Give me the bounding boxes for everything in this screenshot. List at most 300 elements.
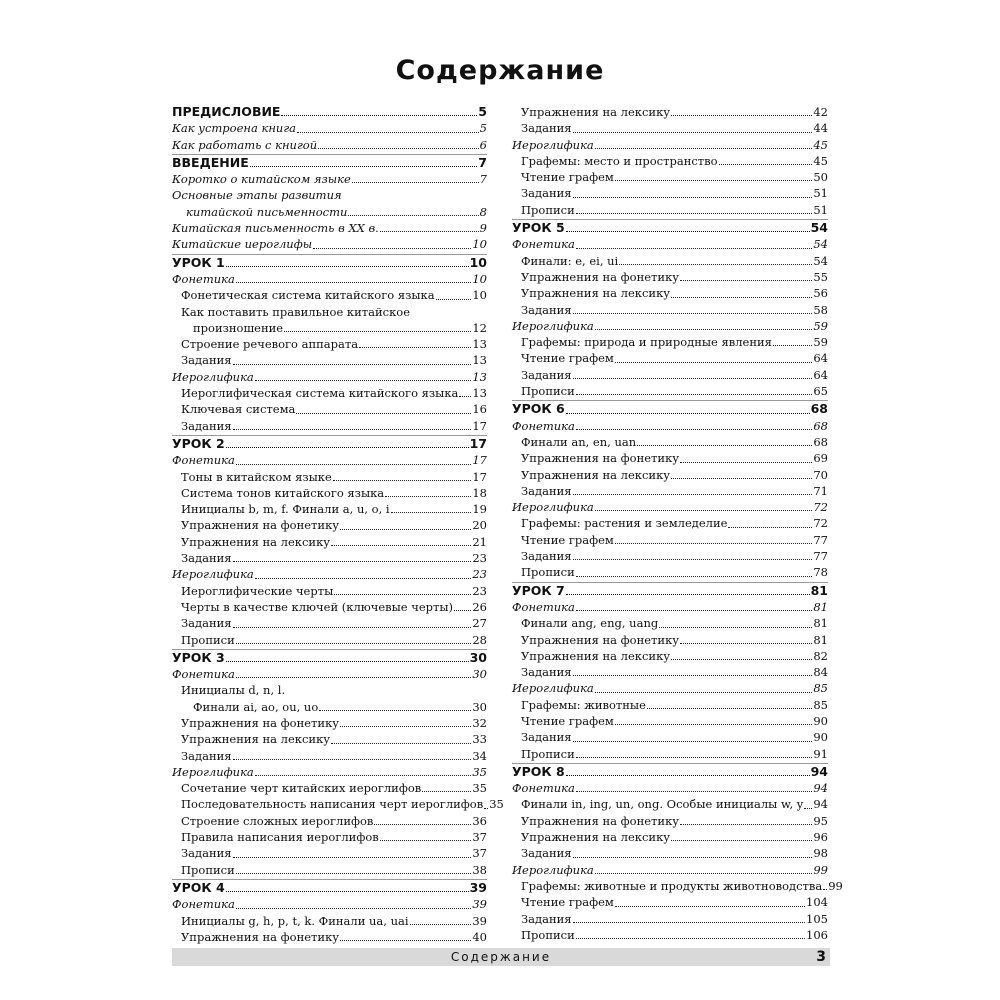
toc-item [512,664,828,680]
toc-item [512,285,828,301]
toc-entry-title: Упражнения на лексику [521,648,671,663]
toc-page-number: 19 [472,502,487,517]
toc-entry-title: Чтение графем [521,532,614,547]
toc-page-number: 34 [472,748,487,763]
toc-item [512,845,828,861]
toc-item [172,336,487,352]
dot-leader [236,908,471,909]
dot-leader [284,331,471,332]
dot-leader [255,775,472,776]
toc-page-number: 64 [813,351,828,366]
dot-leader [573,313,813,314]
toc-entry-title: Основные этапы развития [172,188,342,203]
toc-entry-title: Упражнения на фонетику [521,813,680,828]
toc-entry-title: Задания [181,353,232,368]
toc-topic [512,499,828,515]
toc-page-number: 30 [469,649,487,665]
toc-entry-title: Задания [181,616,232,631]
toc-page-number: 72 [813,516,828,531]
toc-entry-title: Фонетика [512,781,575,796]
toc-page-number: 39 [472,913,487,928]
toc-page-number: 10 [472,237,487,252]
toc-item [512,104,828,120]
toc-page-number: 13 [472,369,487,384]
toc-entry-title: УРОК 1 [172,254,225,270]
toc-topic [512,862,828,878]
dot-leader [576,576,813,577]
toc-page-number: 81 [813,599,828,614]
toc-entry-title: Прописи [521,384,575,399]
toc-page-number: 65 [813,384,828,399]
dot-leader [331,545,471,546]
toc-item [172,534,487,550]
dot-leader [226,891,469,892]
toc-topic [172,764,487,780]
toc-topic [512,780,828,796]
toc-page-number: 7 [479,172,487,187]
toc-page-number: 90 [813,713,828,728]
dot-leader [773,345,812,346]
dot-leader [226,661,469,662]
toc-entry-title: УРОК 5 [512,220,565,236]
toc-page-number: 77 [813,532,828,547]
toc-item [172,796,504,812]
footer-label: Содержание [450,950,552,964]
toc-entry-title: Коротко о китайском языке [172,172,351,187]
dot-leader [671,297,812,298]
toc-entry-title: Задания [521,730,572,745]
toc-entry-title: Упражнения на фонетику [181,929,340,944]
toc-page-number: 51 [813,202,828,217]
toc-item [512,515,828,531]
toc-page-number: 23 [472,551,487,566]
toc-entry-title: Задания [521,302,572,317]
dot-leader [680,643,812,644]
dot-leader [374,824,471,825]
toc-page-number: 54 [813,253,828,268]
toc-item [512,746,828,762]
toc-entry-title: Упражнения на лексику [181,534,331,549]
toc-entry-title: Инициалы g, h, p, t, k. Финали ua, uai [181,913,409,928]
dot-leader [380,840,472,841]
toc-entry-title: Прописи [521,746,575,761]
toc-topic [512,418,828,434]
toc-item [512,434,828,450]
dot-leader [566,413,810,414]
toc-entry-title: Задания [521,367,572,382]
dot-leader [297,132,479,133]
toc-page-number: 64 [813,367,828,382]
dot-leader [728,527,812,528]
dot-leader [318,148,479,149]
toc-entry-title: Задания [521,911,572,926]
toc-item [512,927,828,943]
toc-item [512,532,828,548]
dot-leader [573,559,813,560]
toc-entry-title: Черты в качестве ключей (ключевые черты) [181,599,454,614]
toc-entry-title: Иероглифика [172,764,254,779]
toc-entry-title: Упражнения на лексику [181,732,331,747]
toc-item [512,269,828,285]
toc-page-number: 30 [472,699,487,714]
toc-page-number: 17 [469,435,487,451]
toc-item [172,501,487,517]
dot-leader [352,182,479,183]
toc-page-number: 8 [479,204,487,219]
toc-item [512,894,828,910]
toc-entry-title: Прописи [521,565,575,580]
dot-leader [334,594,471,595]
dot-leader [576,938,805,939]
toc-entry-title: Фонетика [172,271,235,286]
toc-page-number: 94 [813,781,828,796]
dot-leader [576,394,813,395]
toc-item [512,302,828,318]
toc-page-number: 28 [472,632,487,647]
toc-item [172,304,487,337]
toc-item [512,548,828,564]
toc-item [512,153,828,169]
toc-item [172,829,487,845]
dot-leader [615,906,805,907]
toc-entry-title: Задания [181,748,232,763]
toc-page-number: 36 [472,813,487,828]
toc-item [512,202,828,218]
dot-leader [348,215,478,216]
toc-item [172,731,487,747]
toc-item [512,334,828,350]
toc-section [172,435,487,452]
toc-entry-title: Иероглифика [512,500,594,515]
toc-entry-title: Задания [521,186,572,201]
toc-page-number: 7 [478,154,487,170]
toc-page-number: 85 [813,681,828,696]
toc-page-number: 13 [472,337,487,352]
dot-leader [236,873,472,874]
dot-leader [615,724,813,725]
toc-entry-title: Прописи [181,862,235,877]
toc-page-number: 10 [472,271,487,286]
toc-topic [512,599,828,615]
toc-page-number: 39 [469,879,487,895]
dot-leader [680,280,812,281]
toc-page-number: 17 [472,418,487,433]
dot-leader [333,480,472,481]
toc-entry-title: ВВЕДЕНИЕ [172,154,249,170]
toc-page-number: 81 [813,632,828,647]
toc-entry-title: Упражнения на лексику [521,467,671,482]
dot-leader [296,413,471,414]
dot-leader [233,759,472,760]
toc-topic [172,271,487,287]
toc-entry-title: Иероглифика [512,137,594,152]
toc-page-number: 72 [813,500,828,515]
toc-item [172,401,487,417]
toc-page-number: 59 [813,318,828,333]
toc-entry-title: ПРЕДИСЛОВИЕ [172,104,281,119]
page-number: 3 [816,949,826,965]
toc-entry-title: Инициалы d, n, l. [181,683,286,698]
toc-entry-title: УРОК 2 [172,435,225,451]
toc-page-number: 35 [472,781,487,796]
dot-leader [281,115,477,116]
dot-leader [576,791,812,792]
dot-leader [236,643,472,644]
toc-item [512,713,828,729]
toc-item [172,748,487,764]
toc-section [172,254,487,271]
toc-page-number: 39 [472,897,487,912]
toc-item [172,599,487,615]
toc-page-number: 50 [813,170,828,185]
toc-item [172,352,487,368]
dot-leader [576,757,813,758]
toc-page-number: 84 [813,665,828,680]
dot-leader [576,429,812,430]
toc-entry-title: Как работать с книгой [172,137,318,152]
toc-entry-title: Прописи [181,632,235,647]
toc-section [512,219,828,236]
toc-page-number: 94 [813,797,828,812]
dot-leader [340,726,471,727]
toc-entry-title: Как поставить правильное китайское [181,304,410,319]
toc-column-right [512,104,843,943]
dot-leader [233,429,472,430]
toc-entry-title: Последовательность написания черт иероглифов [181,797,484,812]
toc-page-number: 40 [472,929,487,944]
toc-entry-title: Финали ai, ao, ou, uo [193,699,319,714]
dot-leader [595,148,813,149]
toc-page-number: 27 [472,616,487,631]
toc-section [512,582,828,599]
toc-page-number: 35 [472,764,487,779]
toc-page-number: 42 [813,105,828,119]
toc-item [172,780,487,796]
toc-item [512,729,828,745]
toc-topic [512,318,828,334]
toc-topic [512,137,828,153]
dot-leader [595,510,813,511]
toc-topic [172,566,487,582]
toc-page-number: 81 [813,616,828,631]
dot-leader [671,840,812,841]
toc-entry-title: Задания [521,665,572,680]
toc-page-number: 94 [810,763,828,779]
toc-entry-title: Финали ang, eng, uang [521,616,659,631]
toc-entry-title: УРОК 3 [172,649,225,665]
toc-entry-title: Задания [521,121,572,136]
toc-page-number: 23 [472,567,487,582]
toc-topic [172,236,487,252]
toc-entry-title: Упражнения на лексику [521,105,671,119]
dot-leader [236,282,471,283]
toc-entry-title: Китайские иероглифы [172,237,313,252]
toc-page-number: 20 [472,518,487,533]
toc-item [172,615,487,631]
toc-entry-title: Инициалы b, m, f. Финали a, u, o, i [181,502,390,517]
toc-page-number: 81 [810,582,828,598]
dot-leader [671,115,812,116]
toc-page-number: 45 [813,153,828,168]
toc-page-number: 68 [810,401,828,417]
dot-leader [573,132,813,133]
toc-entry-title: Финали: e, ei, ui [521,253,619,268]
toc-item [172,929,487,945]
toc-item [512,648,828,664]
toc-page-number: 9 [479,221,487,236]
toc-item [512,367,828,383]
dot-leader [595,329,813,330]
toc-entry-title: Иероглифика [172,567,254,582]
toc-section [172,104,487,120]
toc-item [512,350,828,366]
toc-page-number: 71 [813,483,828,498]
toc-item [512,615,828,631]
dot-leader [484,808,488,809]
dot-leader [236,464,471,465]
toc-entry-title: Правила написания иероглифов [181,830,379,845]
toc-entry-title: Иероглифика [512,681,594,696]
dot-leader [319,710,471,711]
toc-entry-last-line [181,320,487,336]
toc-entry-title: Упражнения на фонетику [521,269,680,284]
dot-leader [359,347,471,348]
toc-page-number: 5 [479,121,487,136]
toc-entry-title: Фонетика [512,599,575,614]
toc-entry-title: Графемы: растения и земледелие [521,516,728,531]
toc-topic [172,187,487,220]
toc-page-number: 37 [472,830,487,845]
dot-leader [436,299,472,300]
toc-item [512,120,828,136]
toc-section [172,879,487,896]
toc-topic [512,680,828,696]
toc-item [172,913,487,929]
toc-page-number: 10 [472,288,487,303]
dot-leader [647,708,812,709]
toc-page-number: 32 [472,715,487,730]
dot-leader [615,543,813,544]
toc-page-number: 104 [806,895,828,910]
toc-item [512,813,828,829]
toc-item [172,845,487,861]
toc-entry-title: Фонетика [172,453,235,468]
toc-item [172,862,487,878]
toc-item [512,253,828,269]
toc-entry-title: Фонетика [172,667,235,682]
dot-leader [576,248,812,249]
toc-page-number: 105 [806,911,828,926]
toc-page-number: 59 [813,335,828,350]
toc-entry-title: Графемы: природа и природные явления [521,335,772,350]
dot-leader [615,362,813,363]
dot-leader [595,873,813,874]
toc-entry-last-line [181,699,487,715]
dot-leader [459,396,471,397]
toc-page-number: 99 [828,878,843,893]
dot-leader [226,447,469,448]
toc-item [512,450,828,466]
toc-entry-title: Упражнения на фонетику [181,518,340,533]
dot-leader [380,231,479,232]
toc-entry-title: Графемы: животные и продукты животноводства [521,878,823,893]
toc-page-number: 35 [489,797,504,812]
dot-leader [823,889,827,890]
toc-page-number: 33 [472,732,487,747]
dot-leader [340,529,471,530]
toc-entry-title: Иероглифика [512,862,594,877]
toc-item [172,517,487,533]
toc-section [512,400,828,417]
toc-item [172,469,487,485]
toc-entry-title: Финали an, en, uan [521,434,637,449]
dot-leader [573,675,813,676]
dot-leader [226,266,469,267]
dot-leader [671,659,812,660]
dot-leader [236,677,471,678]
toc-entry-title: УРОК 8 [512,763,565,779]
dot-leader [422,791,471,792]
toc-entry-title: Финали in, ing, un, ong. Особые инициалы w, y [521,797,804,812]
toc-page-number: 68 [813,434,828,449]
toc-item [512,483,828,499]
toc-page-number: 85 [813,697,828,712]
dot-leader [566,594,810,595]
toc-page-number: 37 [472,846,487,861]
toc-entry-title: Упражнения на лексику [521,830,671,845]
toc-item [512,829,828,845]
toc-page-number: 38 [472,862,487,877]
toc-entry-title: Система тонов китайского языка [181,485,385,500]
dot-leader [250,166,478,167]
dot-leader [313,248,471,249]
toc-topic [172,120,487,136]
toc-page-number: 68 [813,418,828,433]
toc-page-number: 45 [813,137,828,152]
toc-topic [172,369,487,385]
toc-item [512,796,828,812]
toc-page-number: 96 [813,830,828,845]
toc-page-number: 6 [479,137,487,152]
toc-entry-title: Фонетика [512,418,575,433]
toc-topic [172,452,487,468]
toc-entry-title: Китайская письменность в XX в. [172,221,379,236]
toc-entry-last-line [172,204,487,220]
toc-item [512,564,828,580]
toc-entry-title: Задания [521,549,572,564]
toc-page-number: 17 [472,453,487,468]
dot-leader [410,924,472,925]
toc-item [172,682,487,715]
dot-leader [573,197,813,198]
dot-leader [573,741,813,742]
dot-leader [619,264,812,265]
toc-page-number: 77 [813,549,828,564]
dot-leader [637,445,812,446]
toc-page-number: 90 [813,730,828,745]
toc-entry-title: Иероглифическая система китайского языка [181,386,459,401]
toc-entry-title: Графемы: животные [521,697,646,712]
toc-entry-title: Строение сложных иероглифов [181,813,374,828]
dot-leader [233,857,472,858]
toc-topic [172,666,487,682]
toc-entry-title: Прописи [521,927,575,942]
toc-entry-title: УРОК 6 [512,401,565,417]
toc-item [512,632,828,648]
toc-entry-title: Упражнения на фонетику [521,451,680,466]
dot-leader [680,824,812,825]
toc-entry-title: Фонетика [172,897,235,912]
